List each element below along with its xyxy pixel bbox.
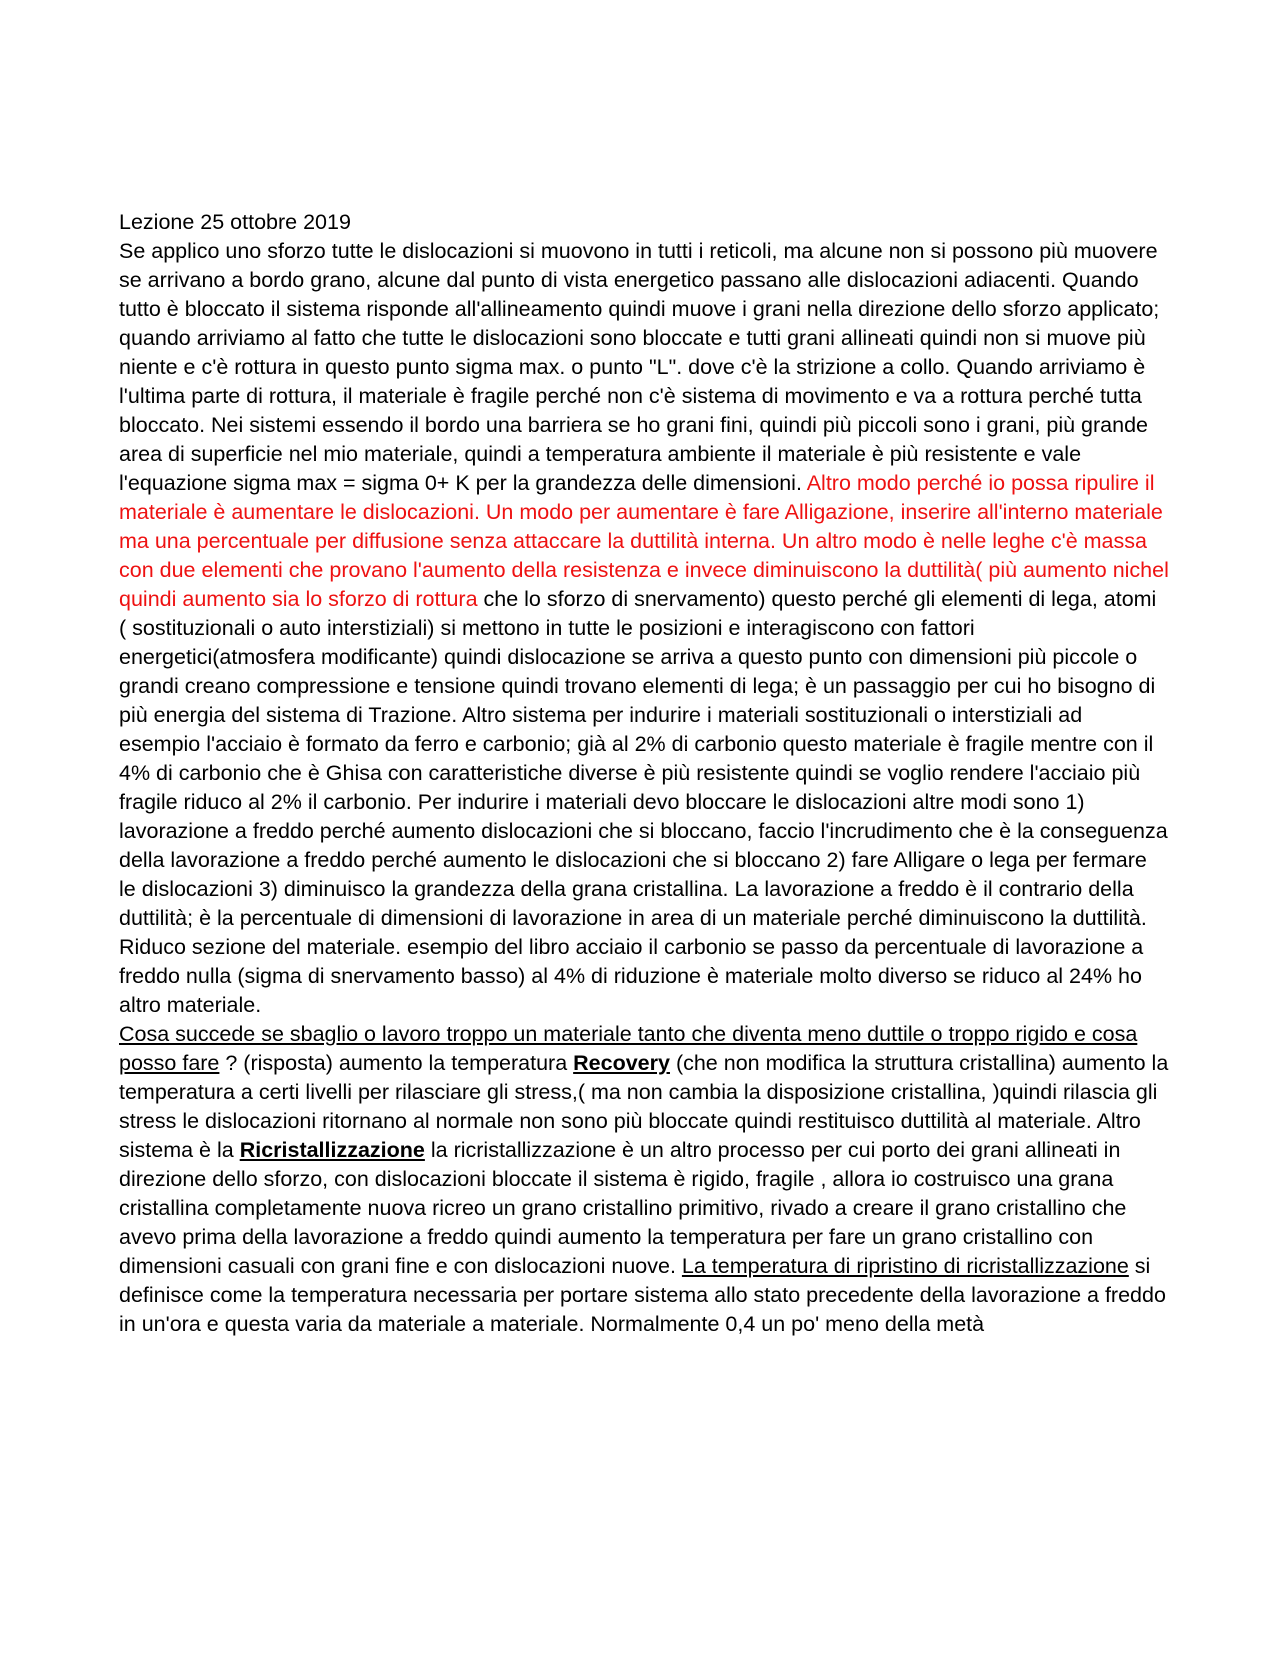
term-recovery: Recovery: [573, 1051, 670, 1075]
ricristallizzazione-text: la ricristallizzazione è un altro processo per cui porto dei grani allineati in direzione dello sforzo, con dislocazioni bloccate il sistema è rigido, fragile , allora io costruisco una grana cristallina completamente nuova ricreo un grano cristallino primitivo, rivado a creare il grano cristallino che avevo prima della lavorazione a freddo quindi aumento la temperatura per fare un grano cristallino con dimensioni casuali con grani fine e con dislocazioni nuove.: [119, 1138, 1127, 1278]
paragraph-text-continued: che lo sforzo di snervamento) questo perché gli elementi di lega, atomi ( sostituzionali o auto interstiziali) si mettono in tutte le posizioni e interagiscono con fattori energetici(atmosfera modificante) quindi dislocazione se arriva a questo punto con dimensioni più piccole o grandi creano compressione e tensione quindi trovano elementi di lega; è un passaggio per cui ho bisogno di più energia del sistema di Trazione. Altro sistema per indurire i materiali sostituzionali o interstiziali ad esempio l'acciaio è formato da ferro e carbonio; già al 2% di carbonio questo materiale è fragile mentre con il 4% di carbonio che è Ghisa con caratteristiche diverse è più resistente quindi se voglio rendere l'acciaio più fragile riduco al 2% il carbonio. Per indurire i materiali devo bloccare le dislocazioni altre modi sono 1) lavorazione a freddo perché aumento dislocazioni che si bloccano, faccio l'incrudimento che è la conseguenza della lavorazione a freddo perché aumento le dislocazioni che si bloccano 2) fare Alligare o lega per fermare le dislocazioni 3) diminuisco la grandezza della grana cristallina. La lavorazione a freddo è il contrario della duttilità; è la percentuale di dimensioni di lavorazione in area di un materiale perché diminuiscono la duttilità. Riduco sezione del materiale. esempio del libro acciaio il carbonio se passo da percentuale di lavorazione a freddo nulla (sigma di snervamento basso) al 4% di riduzione è materiale molto diverso se riduco al 24% ho altro materiale.: [119, 587, 1168, 1017]
underlined-question: Cosa succede se sbaglio o lavoro troppo un materiale tanto che diventa meno duttile o troppo rigido e cosa posso fare: [119, 1022, 1138, 1075]
paragraph-recovery: [119, 1020, 1169, 1339]
term-temperatura-ripristino: La temperatura di ripristino di ricristallizzazione: [681, 1254, 1129, 1278]
paragraph-text: Se applico uno sforzo tutte le dislocazioni si muovono in tutti i reticoli, ma alcune non si possono più muovere se arrivano a bordo grano, alcune dal punto di vista energetico passano alle dislocazioni adiacenti. Quando tutto è bloccato il sistema risponde all'allineamento quindi muove i grani nella direzione dello sforzo applicato; quando arriviamo al fatto che tutte le dislocazioni sono bloccate e tutti grani allineati quindi non si muove più niente e c'è rottura in questo punto sigma max. o punto "L". dove c'è la strizione a collo. Quando arriviamo è l'ultima parte di rottura, il materiale è fragile perché non c'è sistema di movimento e va a rottura perché tutta bloccato. Nei sistemi essendo il bordo una barriera se ho grani fini, quindi più piccoli sono i grani, più grande area di superficie nel mio materiale, quindi a temperatura ambiente il materiale è più resistente e vale l'equazione sigma max = sigma 0+ K per la grandezza delle dimensioni.: [119, 239, 1160, 495]
recovery-text: (che non modifica la struttura cristallina) aumento la temperatura a certi livelli per rilasciare gli stress,( ma non cambia la disposizione cristallina, )quindi rilascia gli stress le dislocazioni ritornano al normale non sono più bloccate quindi restituisco duttilità al materiale. Altro sistema è la: [119, 1051, 1169, 1162]
answer-text: ? (risposta) aumento la temperatura: [219, 1051, 574, 1075]
paragraph-hardening: [119, 237, 1169, 1020]
document-page: [119, 208, 1169, 1339]
temperature-definition-text: si definisce come la temperatura necessaria per portare sistema allo stato precedente della lavorazione a freddo in un'ora e questa varia da materiale a materiale. Normalmente 0,4 un po' meno della metà: [119, 1254, 1166, 1336]
lesson-title: Lezione 25 ottobre 2019: [119, 210, 351, 234]
red-highlighted-text: Altro modo perché io possa ripulire il materiale è aumentare le dislocazioni. Un modo per aumentare è fare Alligazione, inserire all'interno materiale ma una percentuale per diffusione senza attaccare la duttilità interna. Un altro modo è nelle leghe c'è massa con due elementi che provano l'aumento della resistenza e invece diminuiscono la duttilità( più aumento nichel quindi aumento sia lo sforzo di rottura: [119, 471, 1169, 611]
term-ricristallizzazione: Ricristallizzazione: [239, 1138, 425, 1162]
